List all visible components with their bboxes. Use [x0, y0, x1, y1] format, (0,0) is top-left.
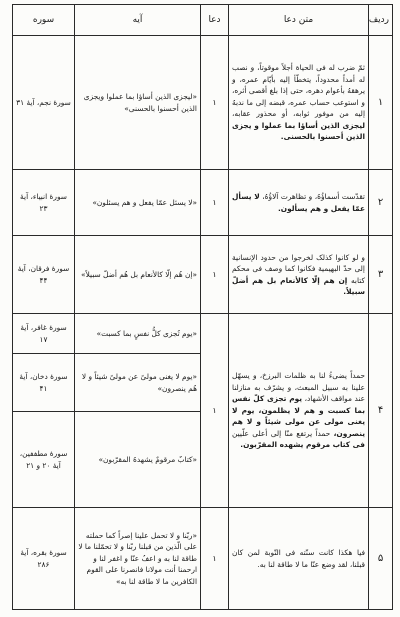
surah-reference: سورهٔ فرقان، آیهٔ ۴۴ [13, 236, 75, 314]
dua-verse-table [12, 4, 393, 610]
dua-text [229, 314, 369, 508]
dua-text-quoted: لیجزی الذین أساؤا بما عملوا و یجزی الذین أحسنوا بالحسنی. [232, 120, 365, 142]
ayah-text: «یوم تُجزی کلُّ نفسٍ بما کسبت» [75, 314, 201, 354]
surah-reference: سورهٔ غافر، آیهٔ ۱۷ [13, 314, 75, 354]
dua-number: ۱ [201, 508, 229, 610]
dua-number: ۱ [201, 236, 229, 314]
table-row [13, 36, 393, 170]
dua-text: فیا هکذا کانت سنّته فی التّوبة لمن کان قبلنا، لقد وضع عنّا ما لا طاقة لنا به. [229, 508, 369, 610]
header-row [13, 5, 393, 36]
row-number: ۵ [369, 508, 393, 610]
header-ayah: آیه [75, 5, 201, 36]
surah-reference: سورهٔ نجم، آیهٔ ۳۱ [13, 36, 75, 170]
header-row-number: ردیف [369, 5, 393, 36]
dua-text-plain: حمداً یرتفع منّا إلی أعلی علّیین [232, 428, 331, 438]
surah-reference: سورهٔ بقره، آیهٔ ۲۸۶ [13, 508, 75, 610]
ayah-text: «لیجزی الذین أساؤا بما عملوا ویجزی الذین أحسنوا بالحسنی» [75, 36, 201, 170]
surah-reference: سورهٔ مطففین، آیهٔ ۲۰ و ۲۱ [13, 412, 75, 508]
dua-text-quoted: فی کتاب مرقوم یشهده المقرّبون. [240, 440, 365, 450]
dua-number: ۱ [201, 314, 229, 508]
ayah-text: «لا یسئل عمّا یفعل و هم یسئلون» [75, 170, 201, 236]
dua-number: ۱ [201, 170, 229, 236]
ayah-text: «کتابٌ مرقومٌ یشهدهُ المقرّبون» [75, 412, 201, 508]
row-number: ۴ [369, 314, 393, 508]
dua-number: ۱ [201, 36, 229, 170]
dua-text-plain: حمداً یضیءُ لنا به ظلمات البرزخ، و یسهّل علینا به سبیل المبعث، و یشرّف به منازلنا عند مواقف الأشهاد، [232, 371, 365, 404]
header-dua-text: متن دعا [229, 5, 369, 36]
dua-text-quoted: یوم تجزی کلّ نفس بما کسبت و هم لا یظلمون، یوم لا یغنی مولی عن مولی شیئاً و لا هم ینصرون، [232, 394, 365, 438]
row-number: ۱ [369, 36, 393, 170]
header-surah: سوره [13, 5, 75, 36]
table-row [13, 170, 393, 236]
table-row [13, 508, 393, 610]
dua-text-quoted: لا یسأل عمّا یفعل و هم یسألون. [232, 192, 365, 213]
header-dua: دعا [201, 5, 229, 36]
table-row [13, 314, 393, 354]
dua-text-plain: ثمّ ضرب له فی الحیاة أجلاً موقوتاً، و نصب له أمداً محدوداً، یتخطّأ إلیه بأیّام عمره، و یرهقهُ بأعوام دهره، حتی إذا بلغ أقصی أثره، و استوعب حساب عمره، قبضه إلی ما ندبهُ إلیه من موفور ثوابه، أو محذور عقابه، [232, 63, 365, 119]
dua-text-plain: تقدّست أسماؤُهُ، و تظاهرت آلاؤُهُ، [262, 192, 365, 202]
dua-text [229, 170, 369, 236]
ayah-text: «إن هُم إلّا کالأنعام بل هُم أضلّ سبیلاً» [75, 236, 201, 314]
ayah-text: «ربّنا و لا تحمل علینا إصراً کما حملته علی الّذین من قبلنا ربّنا و لا تحمّلنا ما لا طاقة لنا به و اعفُ عنّا و اغفر لنا و ارحمنا أنت مولانا فانصرنا علی القوم الکافرین ما لا طاقة لنا به» [75, 508, 201, 610]
row-number: ۲ [369, 170, 393, 236]
dua-text-plain: و لو کانوا کذلک لخرجوا من حدود الإنسانیة إلی حدّ البهیمیة فکانوا کما وصف فی محکم کتابه [232, 252, 365, 285]
table-row [13, 236, 393, 314]
dua-text [229, 36, 369, 170]
surah-reference: سورهٔ انبیاء، آیهٔ ۲۳ [13, 170, 75, 236]
dua-text-quoted: إن هم إلّا کالأنعام بل هم أضلّ سبیلاً. [232, 275, 365, 296]
surah-reference: سورهٔ دخان، آیهٔ ۴۱ [13, 354, 75, 412]
dua-text [229, 236, 369, 314]
ayah-text: «یوم لا یغنی مولیً عن مولیً شیئاً و لا هُم ینصرون» [75, 354, 201, 412]
row-number: ۳ [369, 236, 393, 314]
